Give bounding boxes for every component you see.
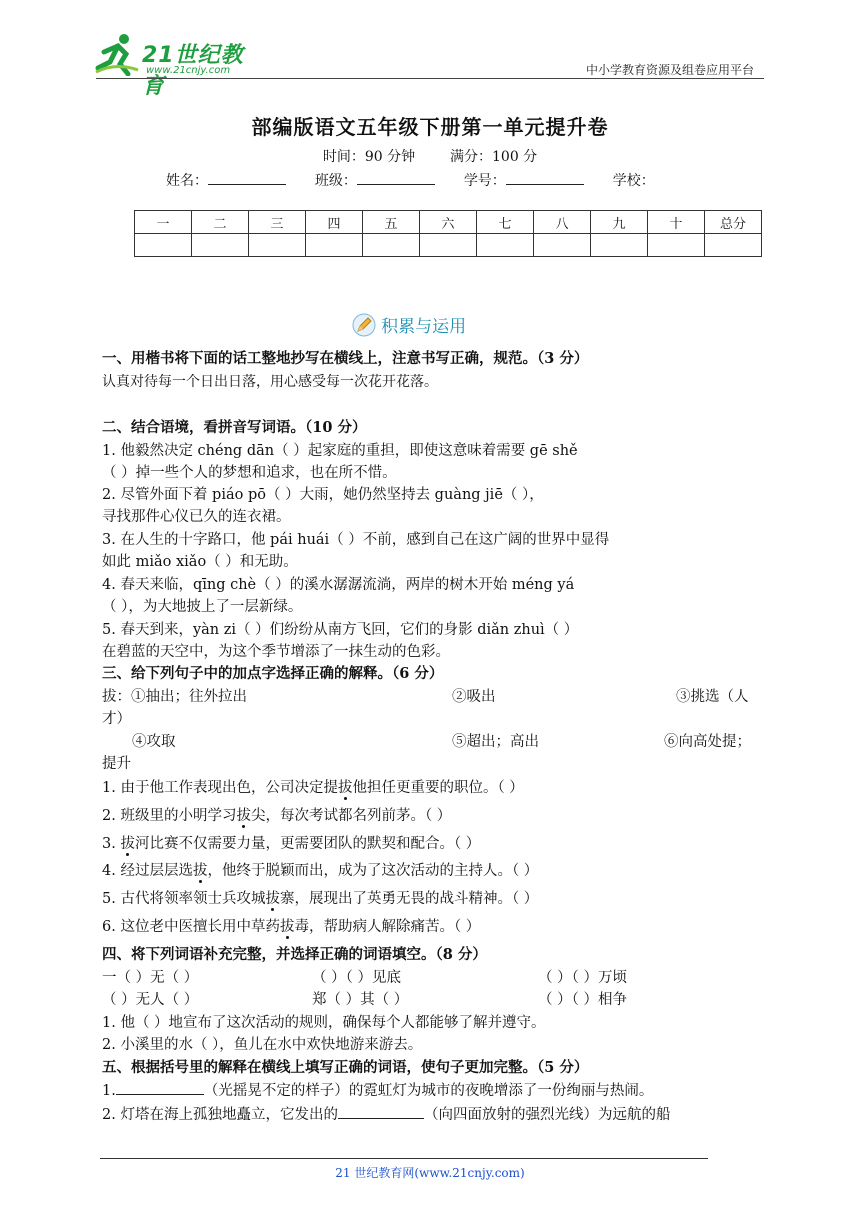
number-label: 学号： [463,173,506,189]
class-field[interactable] [357,170,435,185]
score-cell[interactable] [534,234,591,257]
q3-def: ⑥向高处提； [664,734,751,750]
footer-text: 21 世纪教育网(www.21cnjy.com) [335,1166,525,1180]
q2-line: 在碧蓝的天空中，为这个季节增添了一抹生动的色彩。 [102,644,450,660]
q3-def: ④攻取 [132,734,176,750]
q3-item-text: 6. 这位老中医擅长用中草药 [102,919,280,935]
q3-item [102,888,762,910]
q5-line [102,1080,762,1102]
q2-line: （ ）掉一些个人的梦想和追求，也在所不惜。 [102,465,397,481]
q5-answer-blank[interactable] [116,1080,204,1095]
logo-url: www.21cnjy.com [146,65,231,76]
score-cell[interactable] [363,234,420,257]
q4-idiom: （ ）（ ）相争 [538,992,627,1008]
page-title: 部编版语文五年级下册第一单元提升卷 [251,115,609,139]
score-cell[interactable] [249,234,306,257]
q3-item [102,777,762,799]
exam-score: 满分：100 分 [450,149,538,165]
score-cell[interactable] [306,234,363,257]
q3-item-text: 寨，展现出了英勇无畏的战斗精神。（ ） [279,891,539,907]
q3-def: 提升 [102,756,131,772]
score-header-cell: 七 [477,211,534,234]
exam-time: 时间：90 分钟 [322,149,416,165]
score-header-cell: 三 [249,211,306,234]
score-table-header [135,211,762,234]
q3-item-text: 尖，每次考试都名列前茅。（ ） [250,808,452,824]
q3-def-prefix: 拔： [102,689,131,705]
q3-def: 才） [102,711,131,727]
q5-line-text: 2. 灯塔在海上孤独地矗立，它发出的 [102,1107,338,1123]
q4-line: 1. 他（ ）地宣布了这次活动的规则，确保每个人都能够了解并遵守。 [102,1015,546,1031]
q4-idiom: 一（ ）无（ ） [102,970,199,986]
q2-line: 如此 miǎo xiǎo（ ）和无助。 [102,554,298,570]
q2-line: 3. 在人生的十字路口，他 pái huái（ ）不前，感到自己在这广阔的世界中显得 [102,532,610,548]
q3-item-text: 2. 班级里的小明学习 [102,808,237,824]
q3-item-text: 1. 由于他工作表现出色，公司决定提 [102,780,338,796]
q2-line: 寻找那件心仪已久的连衣裙。 [102,509,291,525]
name-label: 姓名： [166,173,208,189]
dotted-char: 拔 [120,836,135,852]
q4-line: 2. 小溪里的水（ ），鱼儿在水中欢快地游来游去。 [102,1037,423,1053]
q3-item [102,805,762,827]
score-cell[interactable] [477,234,534,257]
q2-line: 1. 他毅然决定 chéng dān（ ）起家庭的重担，即使这意味着需要 gē shě [102,443,578,459]
q2-line: 5. 春天到来，yàn zi（ ）们纷纷从南方飞回，它们的身影 diǎn zhuì（ ） [102,622,579,638]
score-header-cell: 九 [591,211,648,234]
q3-def: ①抽出；往外拉出 [131,689,247,705]
q3-defs-row1 [102,686,762,708]
logo [94,32,264,99]
runner-logo-icon [94,32,140,76]
q3-item [102,860,762,882]
score-cell[interactable] [135,234,192,257]
q5-line-text: 1. [102,1083,116,1099]
q5-line [102,1104,762,1126]
q3-def: ⑤超出；高出 [452,734,539,750]
q2-title: 二、结合语境，看拼音写词语。（10 分） [102,419,367,436]
score-cell[interactable] [705,234,762,257]
q4-idiom: （ ）（ ）见底 [312,970,401,986]
score-header-cell: 八 [534,211,591,234]
dotted-char: 拔 [265,891,280,907]
q4-idiom: （ ）无人（ ） [102,992,199,1008]
section-banner-label: 积累与运用 [381,317,467,337]
score-table-row [135,234,762,257]
footer-divider [100,1158,708,1159]
q3-item-text: 4. 经过层层选 [102,863,193,879]
q3-item-text: 河比赛不仅需要力量，更需要团队的默契和配合。（ ） [134,836,481,852]
score-header-cell: 一 [135,211,192,234]
q2-line: 4. 春天来临，qīng chè（ ）的溪水潺潺流淌，两岸的树木开始 méng yá [102,577,575,593]
score-header-cell: 六 [420,211,477,234]
score-header-cell: 四 [306,211,363,234]
dotted-char: 拔 [192,863,208,879]
dotted-char: 拔 [279,919,295,935]
q5-line-text: （光摇晃不定的样子）的霓虹灯为城市的夜晚增添了一份绚丽与热闹。 [203,1083,654,1099]
school-label: 学校： [612,173,655,189]
q2-line: 2. 尽管外面下着 piáo pō（ ）大雨，她仍然坚持去 guàng jiē（ ）， [102,487,544,503]
q3-def: ③挑选（人 [676,689,749,705]
dotted-char: 拔 [337,780,353,796]
q2-line: （ ），为大地披上了一层新绿。 [102,599,303,615]
score-cell[interactable] [648,234,705,257]
score-table [134,210,762,257]
dotted-char: 拔 [236,808,251,824]
score-header-cell: 十 [648,211,705,234]
q4-idiom: 郑（ ）其（ ） [312,992,409,1008]
q3-title: 三、给下列句子中的加点字选择正确的解释。（6 分） [102,665,444,682]
header-divider [96,78,764,79]
q4-idiom: （ ）（ ）万顷 [538,970,627,986]
q3-item [102,833,762,855]
q3-def: ②吸出 [452,689,496,705]
q5-title: 五、根据括号里的解释在横线上填写正确的词语，使句子更加完整。（5 分） [102,1059,589,1076]
q3-item-text: 毒，帮助病人解除痛苦。（ ） [294,919,481,935]
q1-title: 一、用楷书将下面的话工整地抄写在横线上，注意书写正确，规范。（3 分） [102,350,589,367]
q5-line-text: （向四面放射的强烈光线）为远航的船 [423,1107,671,1123]
score-cell[interactable] [591,234,648,257]
score-cell[interactable] [192,234,249,257]
q3-item [102,916,762,938]
platform-name: 中小学教育资源及组卷应用平台 [585,63,754,77]
score-cell[interactable] [420,234,477,257]
number-field[interactable] [506,170,584,185]
logo-text: 21世纪教育 [142,43,244,99]
q3-item-text: 他担任更重要的职位。（ ） [352,780,524,796]
student-info [166,170,655,190]
q5-answer-blank[interactable] [338,1104,424,1119]
q3-item-text: 3. [102,836,121,852]
name-field[interactable] [208,170,286,185]
score-header-cell: 二 [192,211,249,234]
q3-item-text: ，他终于脱颖而出，成为了这次活动的主持人。（ ） [207,863,539,879]
score-header-cell: 五 [363,211,420,234]
section-banner [352,312,466,337]
q3-item-text: 5. 古代将领率领士兵攻城 [102,891,266,907]
exam-meta [0,146,860,166]
score-header-cell: 总分 [705,211,762,234]
pencil-icon [352,313,376,337]
class-label: 班级： [314,173,357,189]
q4-title: 四、将下列词语补充完整，并选择正确的词语填空。（8 分） [102,946,487,963]
q1-text: 认真对待每一个日出日落，用心感受每一次花开花落。 [102,374,438,390]
